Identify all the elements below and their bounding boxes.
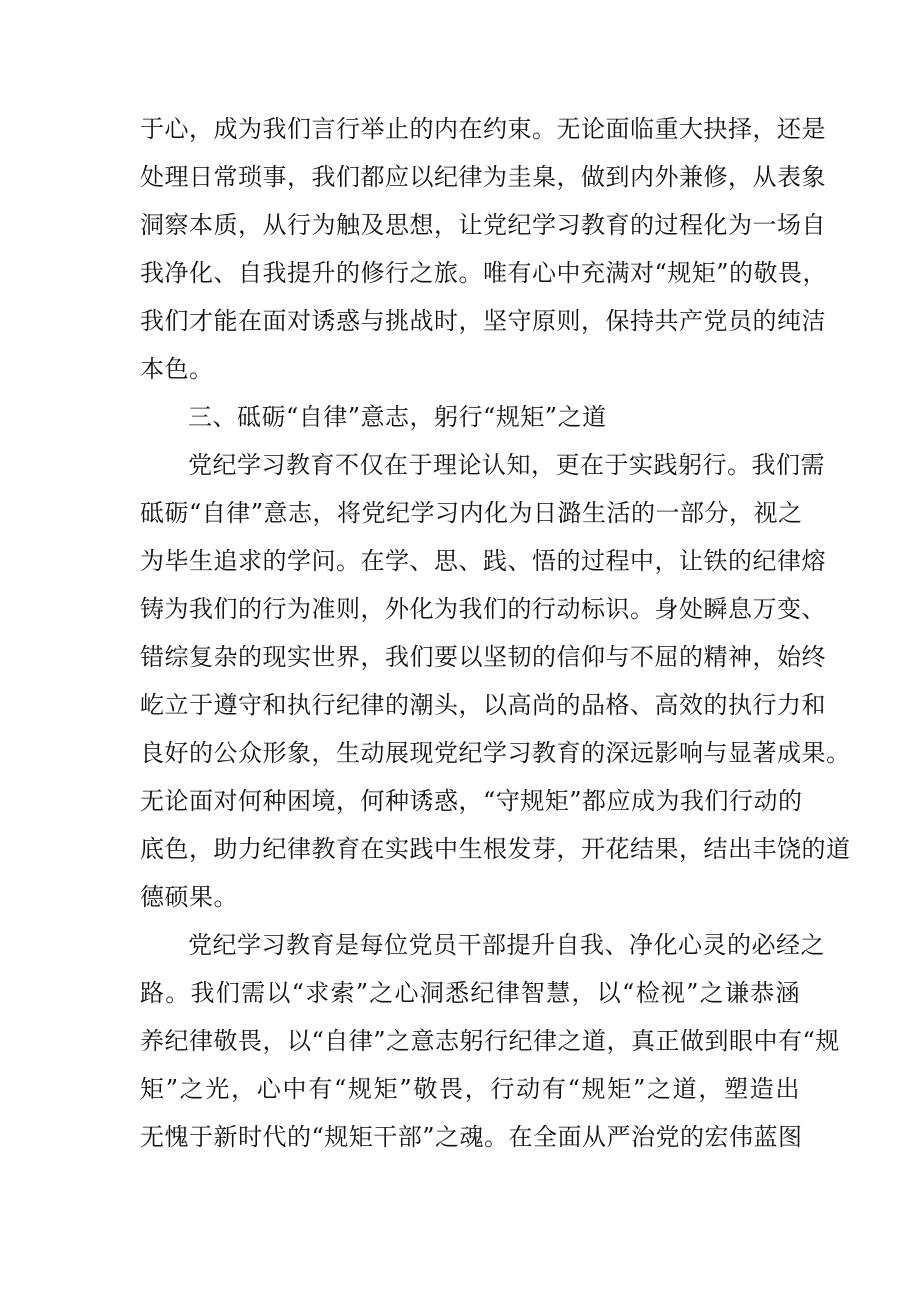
text-line: 无愧于新时代的“规矩干部”之魂。在全面从严治党的宏伟蓝图: [140, 1123, 803, 1151]
text-line: 为毕生追求的学问。在学、思、践、悟的过程中，让铁的纪律熔: [140, 547, 826, 575]
text-line: 错综复杂的现实世界，我们要以坚韧的信仰与不屈的精神，始终: [140, 643, 826, 671]
text-line: 路。我们需以“求索”之心洞悉纪律智慧，以“检视”之谦恭涵: [140, 979, 800, 1007]
text-line: 铸为我们的行为准则，外化为我们的行动标识。身处瞬息万变、: [140, 595, 826, 623]
text-line: 养纪律敬畏，以“自律”之意志躬行纪律之道，真正做到眼中有“规: [140, 1027, 840, 1055]
text-line: 无论面对何种困境，何种诱惑，“守规矩”都应成为我们行动的: [140, 787, 803, 815]
text-line: 洞察本质，从行为触及思想，让党纪学习教育的过程化为一场自: [140, 211, 826, 239]
text-line: 我们才能在面对诱惑与挑战时，坚守原则，保持共产党员的纯洁: [140, 307, 826, 335]
text-line: 屹立于遵守和执行纪律的潮头，以高尚的品格、高效的执行力和: [140, 691, 826, 719]
text-line: 底色，助力纪律教育在实践中生根发芽，开花结果，结出丰饶的道: [140, 835, 851, 863]
heading-text: 三、砥砺“自律”意志，躬行“规矩”之道: [188, 403, 607, 431]
text-line: 党纪学习教育不仅在于理论认知，更在于实践躬行。我们需: [188, 451, 825, 479]
text-line: 德硕果。: [140, 883, 238, 911]
text-line: 于心，成为我们言行举止的内在约束。无论面临重大抉择，还是: [140, 115, 826, 143]
text-line: 砥砺“自律”意志，将党纪学习内化为日潞生活的一部分，视之: [140, 499, 803, 527]
text-line: 我净化、自我提升的修行之旅。唯有心中充满对“规矩”的敬畏，: [140, 259, 828, 287]
text-line: 矩”之光，心中有“规矩”敬畏，行动有“规矩”之道，塑造出: [140, 1075, 800, 1103]
text-line: 本色。: [140, 355, 214, 383]
text-line: 良好的公众形象，生动展现党纪学习教育的深远影响与显著成果。: [140, 739, 851, 767]
text-line: 处理日常琐事，我们都应以纪律为圭臬，做到内外兼修，从表象: [140, 163, 826, 191]
text-line: 党纪学习教育是每位党员干部提升自我、净化心灵的必经之: [188, 931, 825, 959]
